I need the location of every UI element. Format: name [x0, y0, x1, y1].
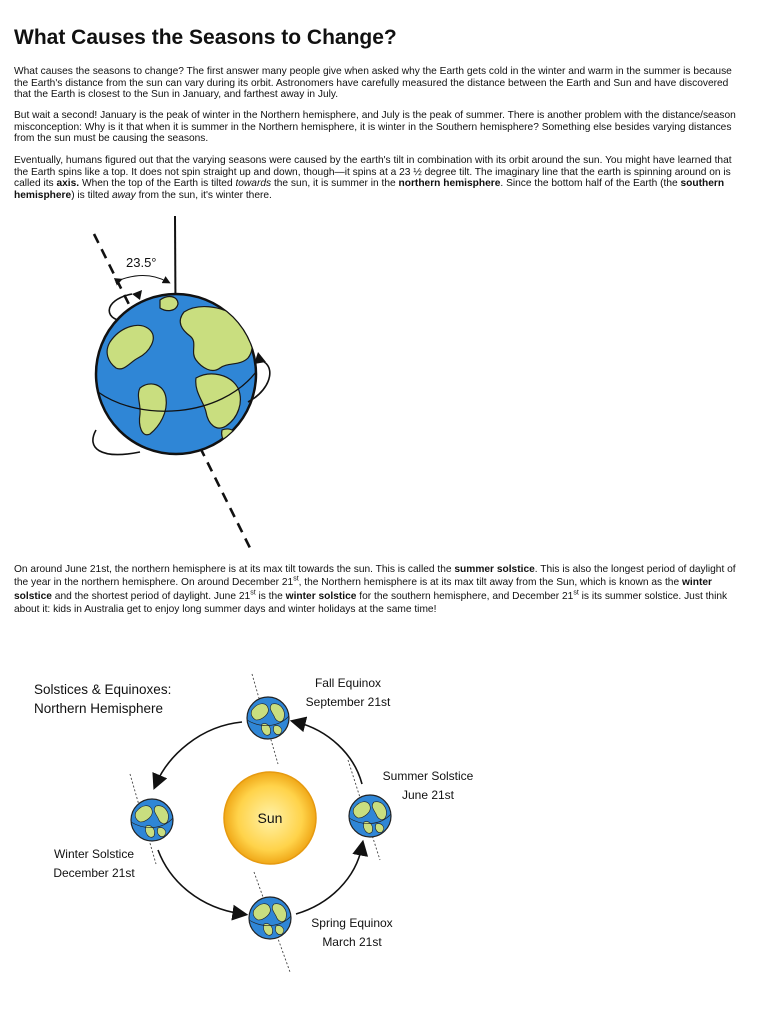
misconception-paragraph: But wait a second! January is the peak of winter in the Northern hemisphere, and July is the peak of summer. There is another problem with the distance/season misconception: Why is it that when it is summer in the Northern hemisphere, it is winter in the Southern hemisphere? Something else besides varying distances from the sun must be causing the seasons.	[14, 110, 736, 145]
earth-winter-solstice	[130, 774, 173, 864]
earth-fall-equinox	[247, 674, 289, 764]
winter-solstice-date: December 21st	[53, 866, 135, 880]
diagram-heading-line2: Northern Hemisphere	[34, 701, 164, 716]
rotation-arrowhead-icon	[132, 290, 142, 300]
solstice-paragraph: On around June 21st, the northern hemisphere is at its max tilt towards the sun. This is called the summer solstice. This is also the longest period of daylight of the year in the northern hemisphere. On around December 21st, the Northern hemisphere is at its max tilt away from the Sun, which is known as the winter solstice and the shortest period of daylight. June 21st is the winter solstice for the southern hemisphere, and December 21st is its summer solstice. Just think about it: kids in Australia get to enjoy long summer days and winter holidays at the same time!	[14, 564, 736, 615]
orbit-arrow-fall-to-winter	[156, 722, 242, 784]
earth-spring-equinox	[249, 872, 291, 972]
winter-solstice-label: Winter Solstice	[53, 847, 135, 861]
tilt-angle-label: 23.5°	[126, 255, 157, 270]
summer-solstice-label: Summer Solstice	[382, 769, 474, 783]
sun-label: Sun	[257, 810, 283, 826]
orbit-arrow-spring-to-summer	[296, 846, 362, 914]
solstice-equinox-diagram	[20, 660, 490, 990]
spin-arrowhead-right-icon	[254, 352, 266, 364]
page-title: What Causes the Seasons to Change?	[14, 26, 397, 49]
fall-equinox-date: September 21st	[305, 695, 391, 709]
summer-solstice-date: June 21st	[401, 788, 455, 802]
spring-equinox-date: March 21st	[322, 935, 382, 949]
orbit-arrow-summer-to-fall	[296, 722, 362, 784]
tilt-angle-arc	[120, 275, 168, 282]
diagram-heading-line1: Solstices & Equinoxes:	[34, 682, 172, 697]
spring-equinox-label: Spring Equinox	[311, 916, 393, 930]
intro-paragraph: What causes the seasons to change? The first answer many people give when asked why the Earth gets cold in the winter and warm in the summer is because the Earth's distance from the sun can vary during its orbit. Astronomers have carefully measured the distance between the Earth and Sun and have discovered that the Earth is closest to the Sun in January, and farthest away in July.	[14, 66, 732, 101]
orbit-arrow-winter-to-spring	[158, 850, 242, 914]
earth-globe	[96, 294, 256, 454]
axis-tilt-paragraph: Eventually, humans figured out that the varying seasons were caused by the earth's tilt in combination with its orbit around the sun. You might have learned that the Earth spins like a top. It does not spin straight up and down, though—it spins at a 23 ½ degree tilt. The imaginary line that the earth is spinning around on is called its axis. When the top of the Earth is tilted towards the sun, it is summer in the northern hemisphere. Since the bottom half of the Earth (the southern hemisphere) is tilted away from the sun, it's winter there.	[14, 155, 732, 202]
earth-tilt-figure	[80, 212, 300, 557]
fall-equinox-label: Fall Equinox	[314, 676, 382, 690]
